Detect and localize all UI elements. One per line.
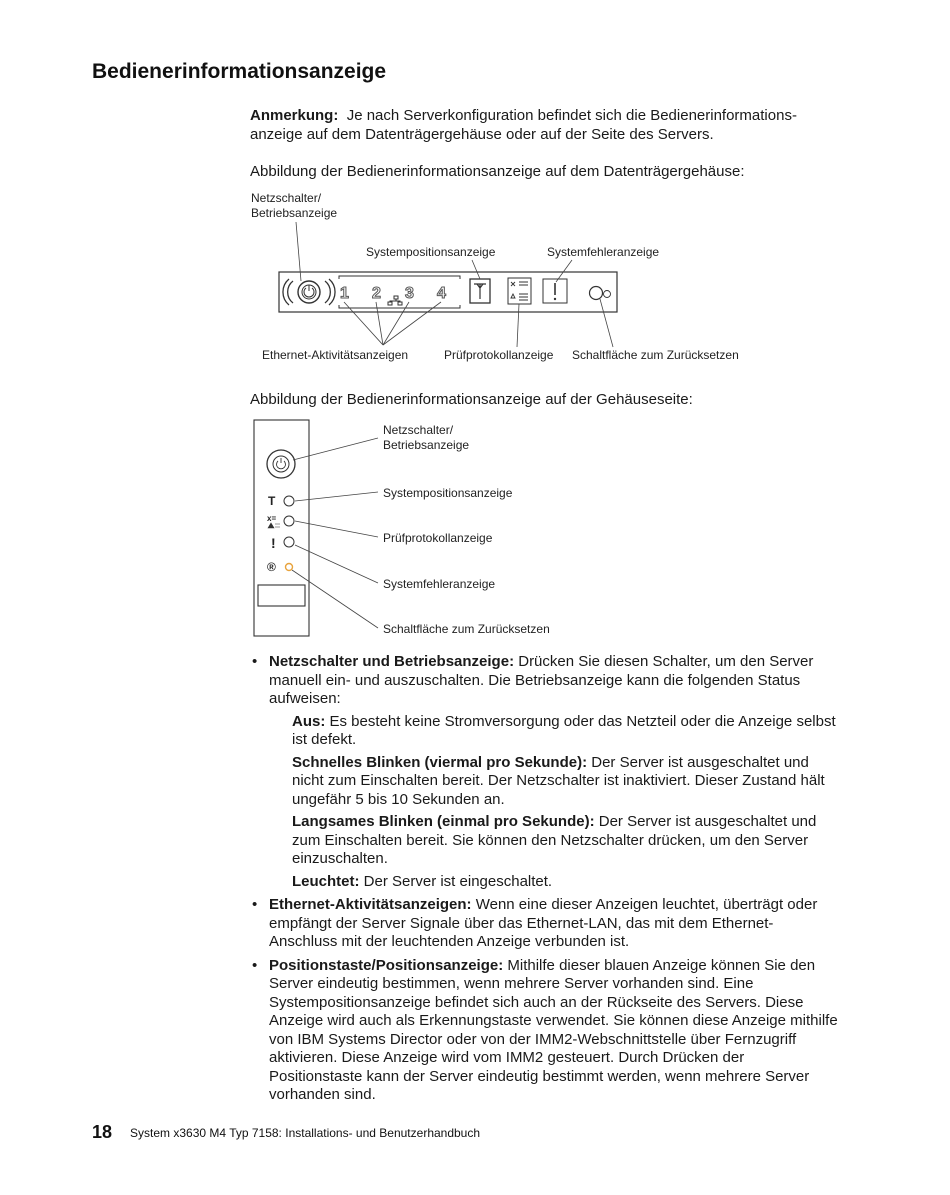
- figure1-caption: Abbildung der Bedienerinformationsanzeige auf dem Datenträgergehäuse:: [250, 163, 745, 180]
- list-item-term: Ethernet-Aktivitätsanzeigen:: [269, 896, 472, 913]
- side-error-led: [284, 537, 294, 547]
- side-reset-button: [286, 564, 293, 571]
- figure2-caption: Abbildung der Bedienerinformationsanzeige auf der Gehäuseseite:: [250, 391, 693, 408]
- ethernet-port-2: 2: [372, 285, 381, 302]
- side-locator-icon: T: [268, 494, 276, 508]
- checklog-led-icon: [508, 278, 531, 304]
- list-item: [250, 957, 840, 1105]
- fig2-label-power-1: Netzschalter/: [383, 423, 454, 437]
- list-item: [292, 813, 840, 869]
- state-term: Leuchtet:: [292, 872, 360, 890]
- note-label: Anmerkung:: [250, 107, 339, 124]
- error-led-icon: [543, 279, 567, 303]
- list-item: [250, 653, 840, 891]
- state-term: Aus:: [292, 712, 326, 730]
- list-item: [250, 896, 840, 952]
- list-item: [292, 713, 840, 750]
- side-power-button-icon: [267, 450, 295, 478]
- list-item: [292, 873, 840, 892]
- list-item: [292, 754, 840, 810]
- side-locator-led: [284, 496, 294, 506]
- fig1-label-reset: Schaltfläche zum Zurücksetzen: [572, 348, 739, 362]
- list-item-term: Netzschalter und Betriebsanzeige:: [269, 653, 515, 670]
- ethernet-port-4: 4: [437, 285, 446, 302]
- fig2-label-error: Systemfehleranzeige: [383, 577, 496, 591]
- side-reset-icon: ®: [267, 560, 276, 574]
- list-item-text: Wenn eine dieser Anzeigen leuchtet, überträgt oder empfängt der Server Signale über das Ethernet-LAN, das mit dem Ethernet-Anschluss mit der leuchtenden Anzeige verbunden ist.: [269, 896, 818, 950]
- list-item-text: Drücken Sie diesen Schalter, um den Server manuell ein- und auszuschalten. Die Betriebsanzeige kann die folgenden Status aufweisen:: [269, 653, 814, 707]
- locator-led-icon: [470, 279, 490, 303]
- note: [250, 106, 840, 144]
- figure1-front-panel-diagram: [0, 185, 950, 370]
- fig1-label-ethernet: Ethernet-Aktivitätsanzeigen: [262, 348, 409, 362]
- list-item-term: Positionstaste/Positionsanzeige:: [269, 956, 504, 974]
- list-item-text: Mithilfe dieser blauen Anzeige können Sie den Server eindeutig bestimmen, wenn mehrere Server vorhanden sind. Eine Systempositionsanzeige befindet sich auch an der Rückseite des Servers. Diese Anzeige wird auch als Erkennungstaste verwendet. Sie können diese Anzeige mithilfe von IBM Systems Director oder von der IMM2-Webschnittstelle über Fernzugriff aktivieren. Diese Anzeige wird vom IMM2 gesteuert. Durch Drücken der Positionstaste kann der Server eindeutig bestimmt werden, wenn mehrere Server vorhanden sind.: [269, 956, 838, 1103]
- side-checklog-led: [284, 516, 294, 526]
- state-text: Der Server ist eingeschaltet.: [359, 872, 553, 890]
- state-text: Der Server ist ausgeschaltet und nicht zum Einschalten bereit. Der Netzschalter ist inaktiviert. Dieser Zustand hält ungefähr 5 bis 10 Sekunden an.: [292, 753, 825, 808]
- page-title: Bedienerinformationsanzeige: [92, 60, 387, 83]
- ethernet-port-3: 3: [405, 285, 414, 302]
- side-display-window: [258, 585, 305, 606]
- state-text: Es besteht keine Stromversorgung oder das Netzteil oder die Anzeige selbst ist defekt.: [292, 712, 836, 748]
- state-term: Langsames Blinken (einmal pro Sekunde):: [292, 813, 595, 830]
- power-state-list: [269, 713, 840, 892]
- side-checklog-icon: x=: [267, 514, 277, 523]
- state-term: Schnelles Blinken (viermal pro Sekunde):: [292, 753, 588, 771]
- fig2-label-reset: Schaltfläche zum Zurücksetzen: [383, 622, 550, 636]
- note-text: Je nach Serverkonfiguration befindet sich die Bedienerinformations-anzeige auf dem Datenträgergehäuse oder auf der Seite des Servers.: [250, 107, 797, 143]
- ethernet-port-1: 1: [340, 285, 349, 302]
- fig1-label-checklog: Prüfprotokollanzeige: [444, 348, 554, 362]
- fig1-label-error: Systemfehleranzeige: [547, 245, 660, 259]
- feature-list: [250, 653, 840, 1110]
- fig1-label-power-2: Betriebsanzeige: [251, 206, 338, 220]
- footer-text: System x3630 M4 Typ 7158: Installations- und Benutzerhandbuch: [130, 1126, 481, 1140]
- fig1-label-locator: Systempositionsanzeige: [366, 245, 496, 259]
- page-footer: [92, 1122, 480, 1143]
- side-error-icon: !: [271, 535, 276, 551]
- fig2-label-locator: Systempositionsanzeige: [383, 486, 513, 500]
- fig1-label-power-1: Netzschalter/: [251, 191, 322, 205]
- state-text: Der Server ist ausgeschaltet und zum Einschalten bereit. Sie können den Netzschalter drücken, um den Server einzuschalten.: [292, 813, 817, 867]
- figure2-side-panel-diagram: [0, 415, 950, 645]
- fig2-label-checklog: Prüfprotokollanzeige: [383, 531, 493, 545]
- fig2-label-power-2: Betriebsanzeige: [383, 438, 470, 452]
- page-number: 18: [92, 1122, 113, 1142]
